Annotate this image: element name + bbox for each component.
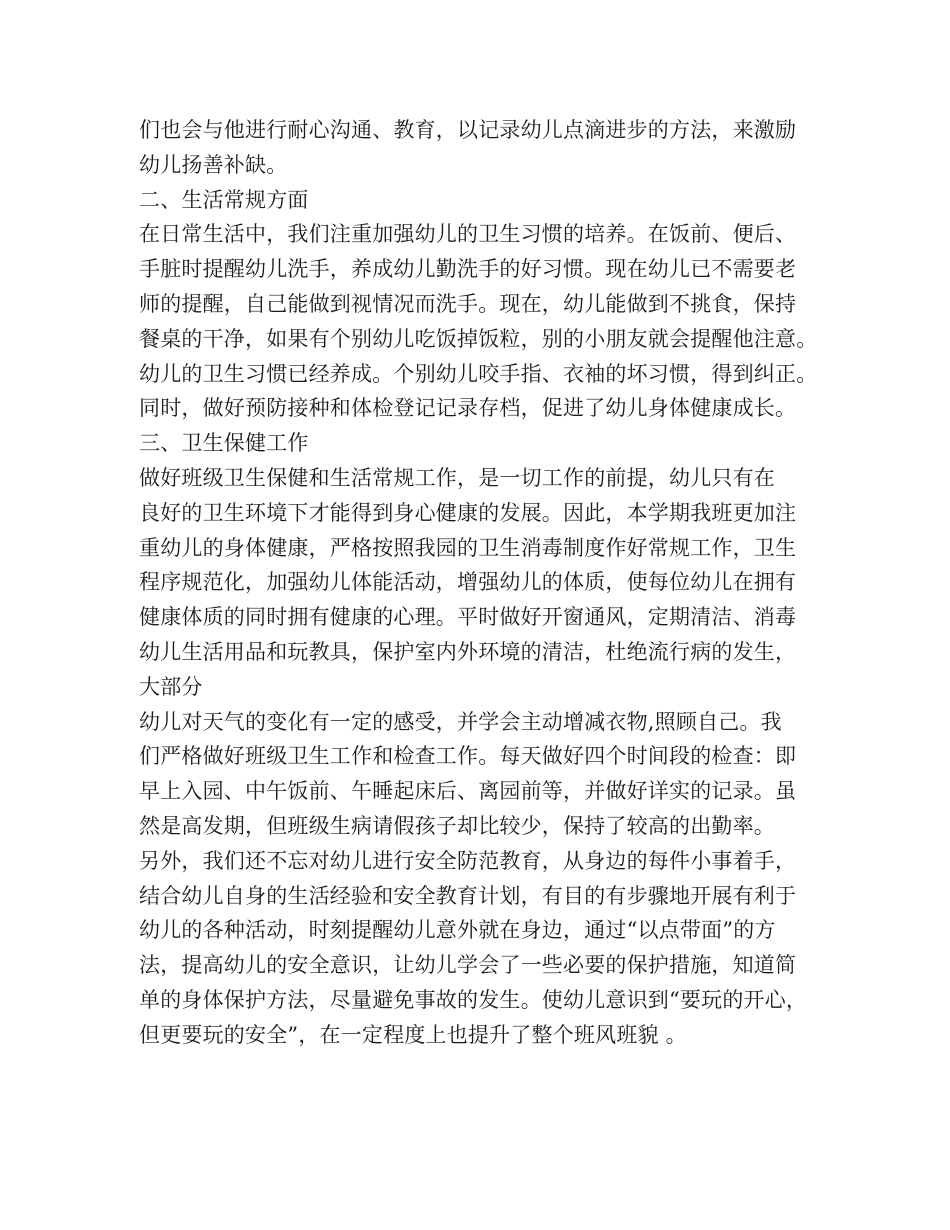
text-line: 另外，我们还不忘对幼儿进行安全防范教育，从身边的每件小事着手， [139, 848, 797, 873]
text-line: 法，提高幼儿的安全意识，让幼儿学会了一些必要的保护措施，知道简 [139, 953, 797, 978]
text-line: 幼儿扬善补缺。 [139, 152, 288, 177]
text-line: 同时，做好预防接种和体检登记记录存档，促进了幼儿身体健康成长。 [139, 396, 797, 421]
section-heading: 二、生活常规方面 [139, 187, 309, 212]
text-line: 重幼儿的身体健康，严格按照我园的卫生消毒制度作好常规工作，卫生 [139, 535, 797, 560]
text-line: 但更要玩的安全”，在一定程度上也提升了整个班风班貌 。 [139, 1022, 687, 1047]
text-line: 幼儿生活用品和玩教具，保护室内外环境的清洁，杜绝流行病的发生， [139, 639, 797, 664]
text-line: 做好班级卫生保健和生活常规工作，是一切工作的前提，幼儿只有在 [139, 465, 775, 490]
text-line: 然是高发期，但班级生病请假孩子却比较少，保持了较高的出勤率。 [139, 813, 775, 838]
text-line: 大部分 [139, 674, 203, 699]
text-line: 师的提醒，自己能做到视情况而洗手。现在，幼儿能做到不挑食，保持 [139, 291, 797, 316]
text-line: 手脏时提醒幼儿洗手，养成幼儿勤洗手的好习惯。现在幼儿已不需要老 [139, 257, 797, 282]
text-line: 结合幼儿自身的生活经验和安全教育计划，有目的有步骤地开展有利于 [139, 883, 797, 908]
text-line: 在日常生活中，我们注重加强幼儿的卫生习惯的培养。在饭前、便后、 [139, 222, 797, 247]
text-line: 餐桌的干净，如果有个别幼儿吃饭掉饭粒，别的小朋友就会提醒他注意。 [139, 326, 818, 351]
text-line: 幼儿对天气的变化有一定的感受，并学会主动增减衣物,照顾自己。我 [139, 709, 782, 734]
text-line: 良好的卫生环境下才能得到身心健康的发展。因此，本学期我班更加注 [139, 500, 797, 525]
text-line: 单的身体保护方法，尽量避免事故的发生。使幼儿意识到“要玩的开心， [139, 987, 808, 1012]
document-body [139, 113, 839, 1053]
text-line: 程序规范化，加强幼儿体能活动，增强幼儿的体质，使每位幼儿在拥有 [139, 570, 797, 595]
text-line: 幼儿的卫生习惯已经养成。个别幼儿咬手指、衣袖的坏习惯，得到纠正。 [139, 361, 818, 386]
text-line: 幼儿的各种活动，时刻提醒幼儿意外就在身边，通过“以点带面”的方 [139, 918, 776, 943]
text-line: 健康体质的同时拥有健康的心理。平时做好开窗通风，定期清洁、消毒 [139, 605, 797, 630]
section-heading: 三、卫生保健工作 [139, 431, 309, 456]
text-line: 们严格做好班级卫生工作和检查工作。每天做好四个时间段的检查：即 [139, 744, 797, 769]
text-line: 们也会与他进行耐心沟通、教育，以记录幼儿点滴进步的方法，来激励 [139, 118, 797, 142]
text-line: 早上入园、中午饭前、午睡起床后、离园前等，并做好详实的记录。虽 [139, 779, 797, 804]
